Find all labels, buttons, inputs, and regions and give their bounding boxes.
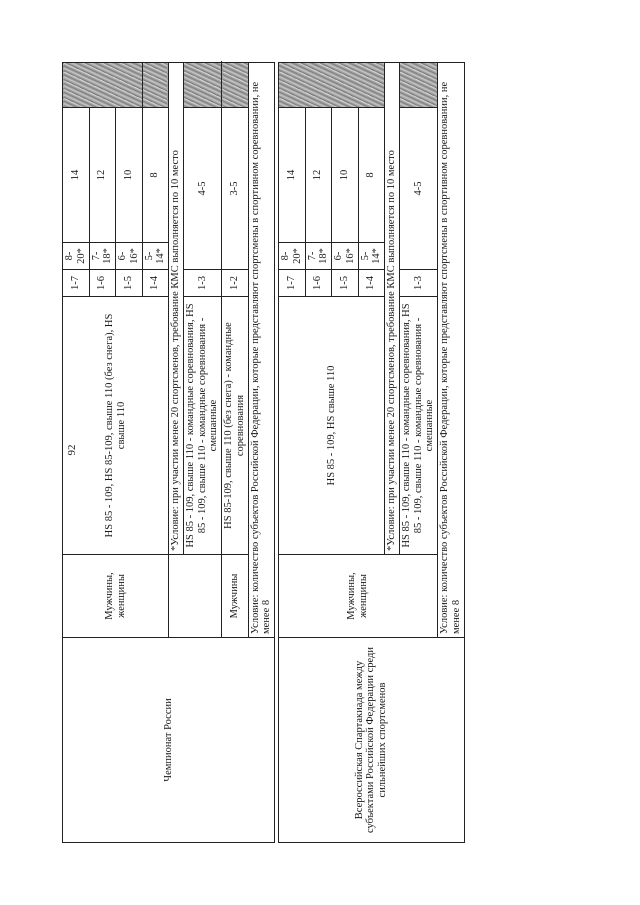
place-cell: 1-4 [142, 270, 169, 297]
count-cell: 6-16* [116, 243, 143, 270]
count-cell: 3-5 [222, 108, 249, 270]
count-cell: 5-14* [142, 243, 169, 270]
rotated-table-container [62, 63, 532, 843]
place-cell: 1-7 [63, 270, 90, 297]
place-cell: 1-6 [89, 270, 116, 297]
gender-cell [169, 555, 222, 638]
value-cell: 8 [358, 108, 385, 243]
value-cell: 12 [89, 108, 116, 243]
value-cell: 10 [332, 108, 359, 243]
shaded-cell [63, 63, 143, 108]
value-cell: 14 [63, 108, 90, 243]
note-cell: *Условие: при участии менее 20 спортсменов, требование КМС выполняется по 10 место [169, 63, 184, 555]
gender-cell: Мужчины, женщины [279, 555, 438, 638]
value-cell: 12 [305, 108, 332, 243]
value-cell: 8 [142, 108, 169, 243]
place-cell: 1-5 [116, 270, 143, 297]
note-cell: *Условие: при участии менее 20 спортсменов, требование КМС выполняется по 10 место [385, 63, 400, 555]
count-cell: 4-5 [183, 108, 221, 270]
count-cell: 7-18* [89, 243, 116, 270]
shaded-cell [399, 63, 437, 108]
value-cell: 14 [279, 108, 306, 243]
shaded-cell [183, 63, 221, 108]
discipline-cell: HS 85-109, свыше 110 (без снега) - командные соревнования [222, 297, 249, 555]
table-row [63, 63, 90, 843]
shaded-cell [142, 63, 169, 108]
count-cell: 8-20* [279, 243, 306, 270]
count-cell: 8-20* [63, 243, 90, 270]
count-cell: 7-18* [305, 243, 332, 270]
condition-cell: Условие: количество субъектов Российской Федерации, которые представляют спортсмены в спортивном соревновании, не менее 8 [248, 63, 275, 638]
place-cell: 1-6 [305, 270, 332, 297]
shaded-cell [279, 63, 385, 108]
discipline-cell: HS 85 - 109, свыше 110 - командные соревнования, HS 85 - 109, свыше 110 - командные соревнования - смешанные [183, 297, 221, 555]
competition-name: Чемпионат России [63, 638, 275, 843]
place-cell: 1-5 [332, 270, 359, 297]
gender-cell: Мужчины, женщины [63, 555, 169, 638]
place-cell: 1-3 [183, 270, 221, 297]
count-cell: 6-16* [332, 243, 359, 270]
count-cell: 5-14* [358, 243, 385, 270]
discipline-cell: HS 85 - 109, HS свыше 110 [279, 297, 385, 555]
gender-cell: Мужчины [222, 555, 249, 638]
value-cell: 10 [116, 108, 143, 243]
place-cell: 1-4 [358, 270, 385, 297]
page-number: 92 [66, 444, 78, 456]
discipline-cell: HS 85 - 109, HS 85-109, свыше 110 (без снега), HS свыше 110 [63, 297, 169, 555]
place-cell: 1-3 [399, 270, 437, 297]
discipline-cell: HS 85 - 109, свыше 110 - командные соревнования, HS 85 - 109, свыше 110 - командные соревнования - смешанные [399, 297, 437, 555]
place-cell: 1-7 [279, 270, 306, 297]
place-cell: 1-2 [222, 270, 249, 297]
qualification-table [62, 62, 465, 843]
condition-cell: Условие: количество субъектов Российской Федерации, которые представляют спортсмены в спортивном соревновании, не менее 8 [438, 63, 465, 638]
count-cell: 4-5 [399, 108, 437, 270]
competition-name: Всероссийская Спартакиада между субъектами Российской Федерации среди сильнейших спортсменов [279, 638, 465, 843]
table-row [279, 63, 306, 843]
shaded-cell [222, 63, 249, 108]
